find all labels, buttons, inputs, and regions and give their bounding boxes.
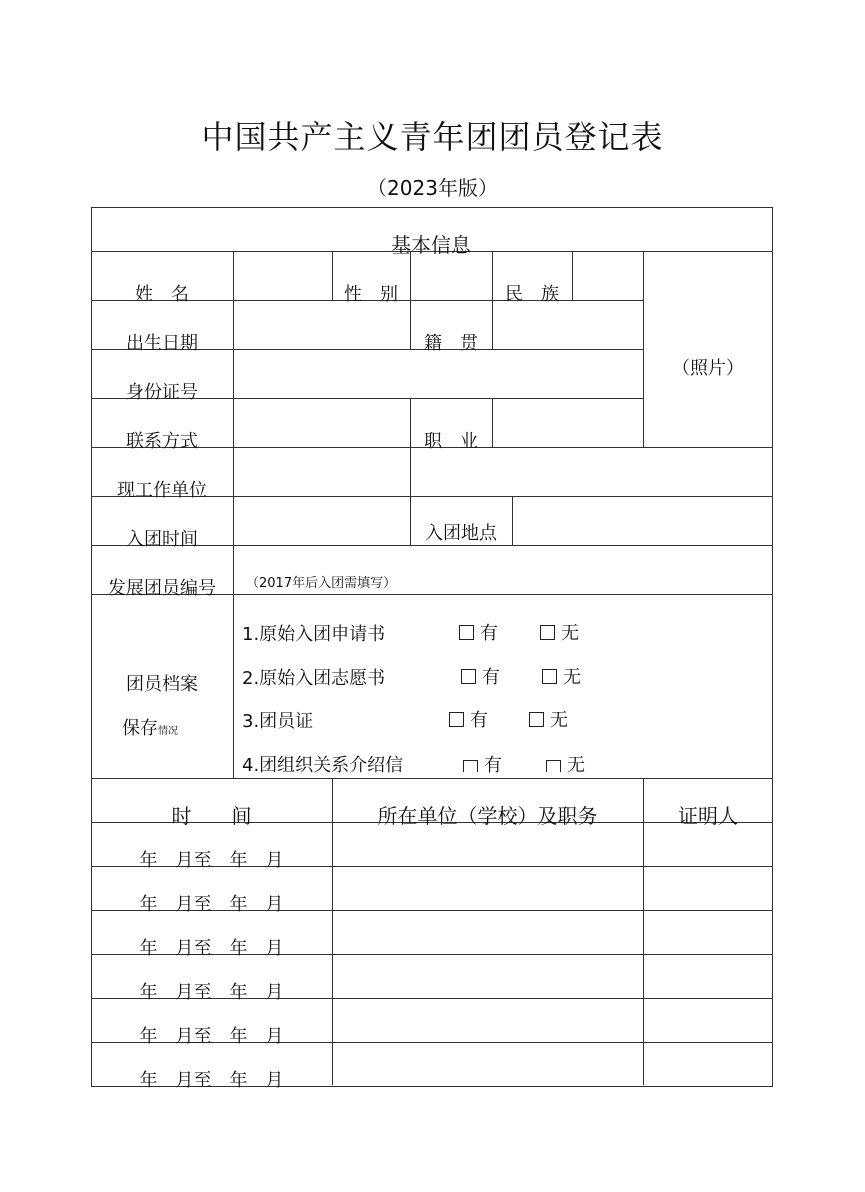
history-row-time: 年 月至 年 月 — [139, 982, 284, 1003]
archive-no-option[interactable]: 无 — [529, 706, 568, 732]
form-title: 中国共产主义青年团团员登记表 — [201, 118, 664, 156]
archive-label-line1: 团员档案 — [126, 674, 198, 695]
checkbox-icon[interactable] — [529, 712, 544, 727]
archive-item-label: 2.原始入团志愿书 — [242, 668, 386, 689]
name-label: 姓 名 — [135, 284, 189, 305]
origin-label: 籍 贯 — [424, 333, 478, 354]
archive-item-label: 4.团组织关系介绍信 — [242, 755, 404, 776]
archive-yes-option[interactable]: 有 — [459, 619, 498, 645]
checkbox-icon[interactable] — [546, 760, 561, 772]
work-unit-label: 现工作单位 — [117, 480, 207, 501]
archive-no-option[interactable]: 无 — [542, 663, 581, 689]
join-time-label: 入团时间 — [126, 529, 198, 550]
gender-label: 性 别 — [344, 284, 398, 305]
divider — [643, 251, 644, 447]
divider — [233, 251, 234, 778]
checkbox-icon[interactable] — [461, 669, 476, 684]
occupation-label: 职 业 — [424, 431, 478, 452]
archive-item-label: 1.原始入团申请书 — [242, 624, 386, 645]
divider — [91, 778, 773, 779]
join-place-label: 入团地点 — [425, 523, 497, 544]
id-number-label: 身份证号 — [126, 382, 198, 403]
checkbox-icon[interactable] — [449, 712, 464, 727]
ethnicity-label: 民 族 — [505, 284, 559, 305]
archive-no-option[interactable]: 无 — [540, 619, 579, 645]
checkbox-icon[interactable] — [540, 625, 555, 640]
history-row-time: 年 月至 年 月 — [139, 938, 284, 959]
history-witness-header: 证明人 — [678, 804, 738, 828]
history-row-time: 年 月至 年 月 — [139, 1070, 284, 1091]
photo-placeholder: （照片） — [672, 358, 744, 379]
divider — [512, 496, 513, 545]
contact-label: 联系方式 — [126, 431, 198, 452]
history-row-time: 年 月至 年 月 — [139, 1026, 284, 1047]
checkbox-icon[interactable] — [459, 625, 474, 640]
section-heading: 基本信息 — [391, 233, 471, 257]
divider — [492, 398, 493, 447]
history-row-time: 年 月至 年 月 — [139, 850, 284, 871]
archive-item-label: 3.团员证 — [242, 711, 314, 732]
archive-label-line2: 保存情况 — [122, 718, 178, 739]
history-row-time: 年 月至 年 月 — [139, 894, 284, 915]
archive-yes-option[interactable]: 有 — [449, 706, 488, 732]
checkbox-icon[interactable] — [542, 669, 557, 684]
history-time-header: 时 间 — [171, 804, 252, 828]
member-number-hint: （2017年后入团需填写） — [246, 576, 397, 591]
checkbox-icon[interactable] — [463, 760, 478, 772]
form-subtitle: （2023年版） — [367, 176, 498, 200]
birth-label: 出生日期 — [126, 333, 198, 354]
archive-yes-option[interactable]: 有 — [461, 663, 500, 689]
divider — [572, 251, 573, 300]
history-unit-header: 所在单位（学校）及职务 — [377, 804, 598, 828]
archive-no-option[interactable]: 无 — [546, 751, 585, 777]
archive-yes-option[interactable]: 有 — [463, 751, 502, 777]
member-number-label: 发展团员编号 — [108, 578, 216, 599]
